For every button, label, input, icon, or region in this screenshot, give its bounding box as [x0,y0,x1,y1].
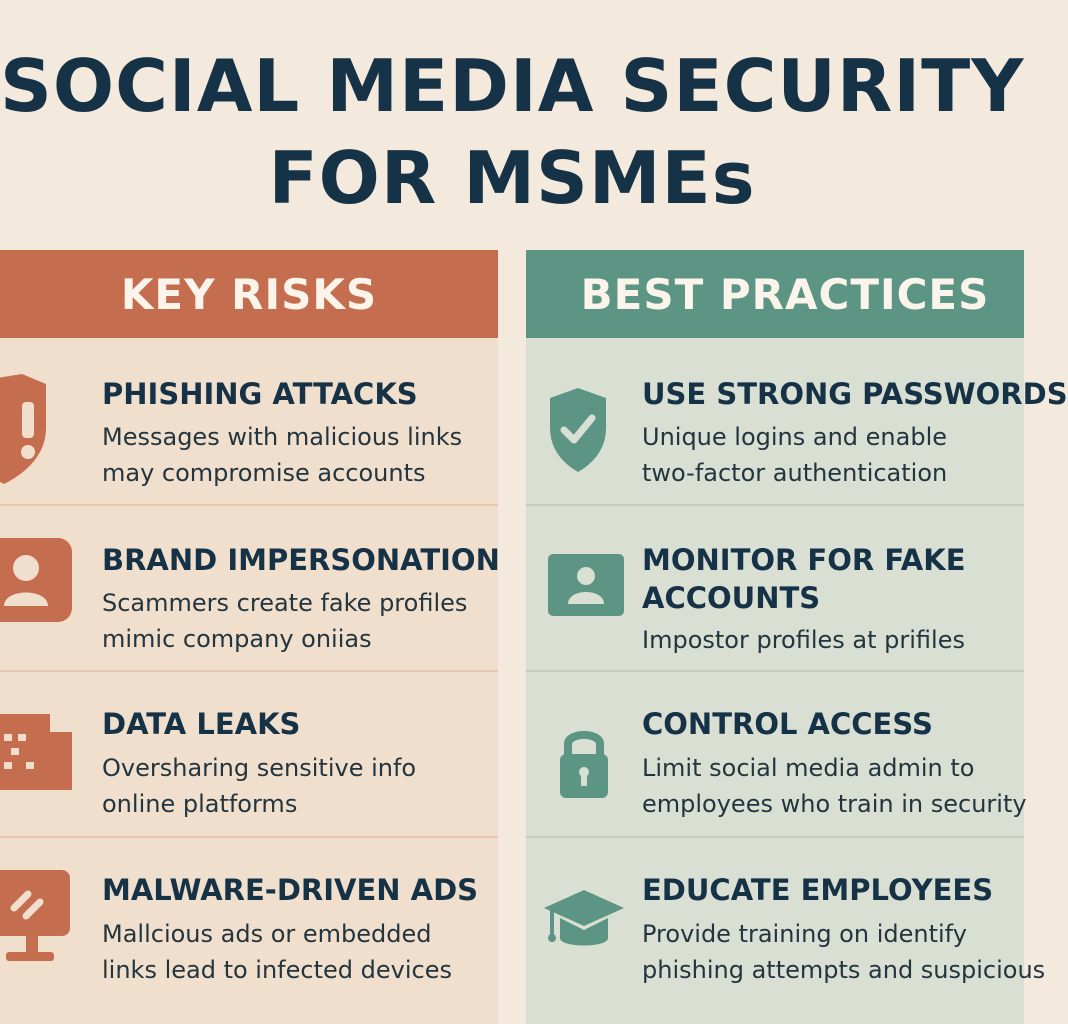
title-line-2: FOR MSMEs [268,136,756,220]
risk-description-line: mimic company oniias [102,625,372,653]
id-card-icon [546,552,626,618]
risk-description-line: links lead to infected devices [102,956,452,984]
risk-title: MALWARE-DRIVEN ADS [102,873,479,907]
title-line-1: SOCIAL MEDIA SECURITY [0,44,1025,128]
practice-row-fake-accounts [526,504,1024,670]
risk-row-data-leaks [0,670,498,836]
key-risks-column [0,250,498,1024]
practice-description-line: Limit social media admin to [642,754,975,782]
risk-row-phishing [0,338,498,504]
practice-description-line: two-factor authentication [642,459,948,487]
shield-check-icon [546,386,610,476]
risk-title: DATA LEAKS [102,707,301,741]
risk-description-line: Scammers create fake profiles [102,589,468,617]
practice-description-line: Impostor profiles at prifiles [642,626,965,654]
data-block-icon [0,710,74,794]
padlock-icon [556,718,612,804]
practice-title: USE STRONG PASSWORDS [642,377,1068,411]
practice-title: EDUCATE EMPLOYEES [642,873,994,907]
risk-row-impersonation [0,504,498,670]
practice-description-line: phishing attempts and suspicious [642,956,1046,984]
practice-row-passwords [526,338,1068,504]
risk-description-line: Mallcious ads or embedded [102,920,432,948]
practice-title: MONITOR FOR FAKE [642,543,966,577]
practice-title: CONTROL ACCESS [642,707,933,741]
best-practices-header: BEST PRACTICES [526,250,1024,338]
practice-description-line: Provide training on identify [642,920,967,948]
page-title [0,40,1024,224]
risk-row-malware-ads [0,836,498,1002]
key-risks-header: KEY RISKS [0,250,498,338]
practice-row-educate [526,836,1046,1002]
best-practices-column [526,250,1068,1024]
risk-title: PHISHING ATTACKS [102,377,418,411]
graduation-cap-icon [542,886,626,958]
risk-description-line: may compromise accounts [102,459,426,487]
monitor-icon [0,864,74,974]
practice-description-line: employees who train in security [642,790,1027,818]
risk-description-line: Messages with malicious links [102,423,463,451]
practice-description-line: Unique logins and enable [642,423,948,451]
risk-description-line: online platforms [102,790,298,818]
risk-title: BRAND IMPERSONATION [102,543,500,577]
risk-description-line: Oversharing sensitive info [102,754,417,782]
practice-row-control-access [526,670,1027,836]
practice-title-line-2: ACCOUNTS [642,581,821,615]
shield-exclamation-icon [0,376,48,486]
person-icon [0,532,74,628]
